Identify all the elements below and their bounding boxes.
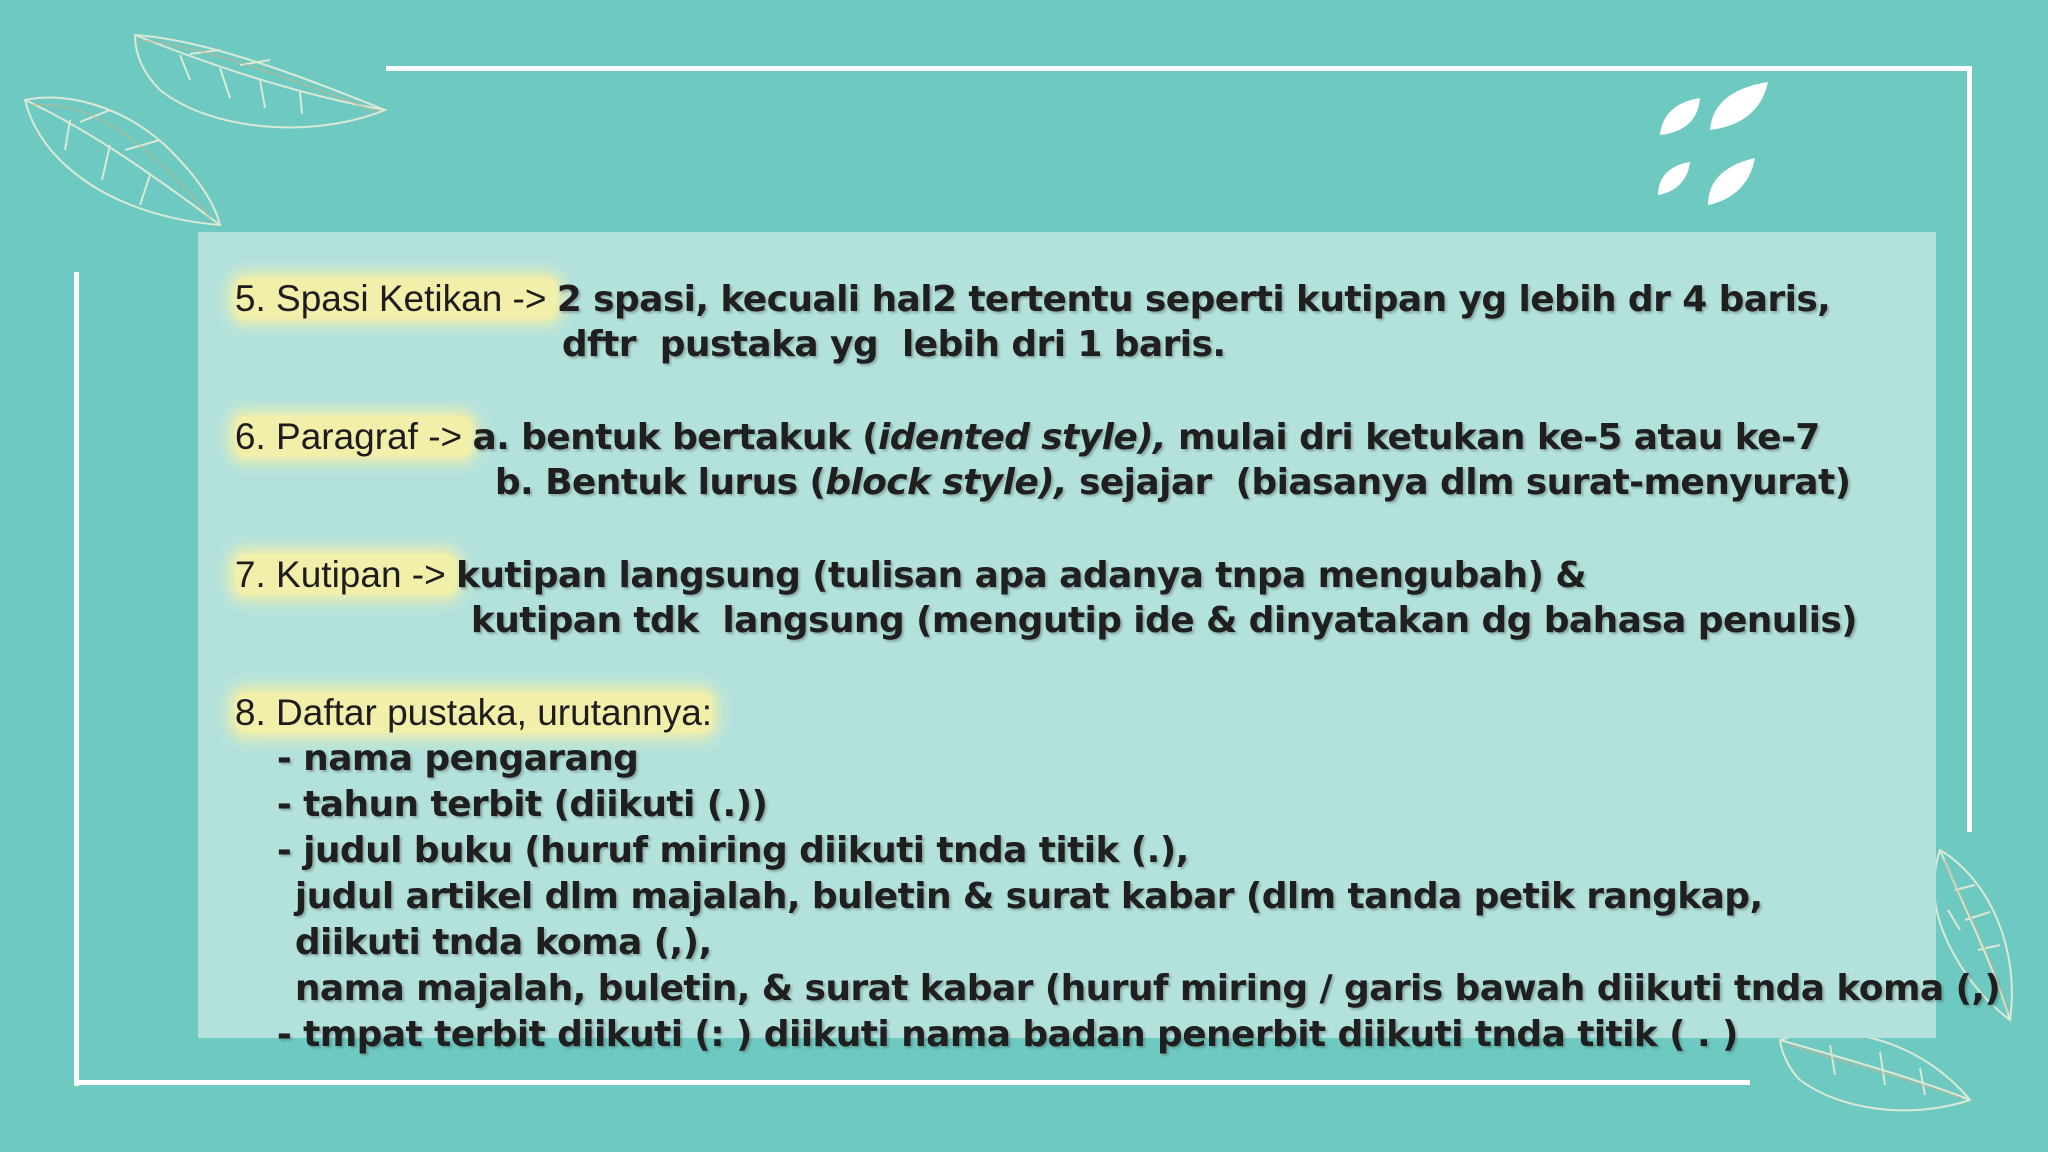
frame-bottom-line: [74, 1080, 1750, 1085]
bullet-text: diikuti tnda koma (,),: [294, 922, 712, 963]
bullet-text: - tahun terbit (diikuti (.)): [276, 784, 768, 825]
item-6b-pre: b. Bentuk lurus (: [494, 462, 826, 503]
item-7-line-2: [448, 552, 1857, 644]
leaf-cluster-icon: [1650, 80, 1780, 210]
item-8-label: 8. Daftar pustaka, urutannya:: [234, 692, 713, 733]
item-5-line-2: [539, 276, 1225, 368]
frame-left-line: [74, 272, 79, 1086]
bullet-text: - judul buku (huruf miring diikuti tnda titik (.),: [276, 830, 1189, 871]
item-7-label: 7. Kutipan ->: [234, 554, 457, 595]
item-6a-pre: a. bentuk bertakuk (: [472, 417, 879, 458]
bullet-text: - tmpat terbit diikuti (: ) diikuti nama badan penerbit diikuti tnda titik ( . ): [276, 1014, 1738, 1055]
item-7-text-cont: kutipan tdk langsung (mengutip ide & dinyatakan dg bahasa penulis): [470, 600, 1857, 641]
item-6-line-b: [472, 414, 1850, 506]
item-6b-italic: block style),: [825, 462, 1068, 503]
item-6a-italic: idented style),: [878, 417, 1167, 458]
leaf-sketch-icon: [10, 10, 410, 240]
item-6-label: 6. Paragraf ->: [234, 416, 473, 457]
bullet-text: - nama pengarang: [276, 738, 639, 779]
item-6a-post: mulai dri ketukan ke-5 atau ke-7: [1166, 417, 1820, 458]
frame-right-line: [1967, 66, 1972, 832]
item-5-label: 5. Spasi Ketikan ->: [234, 278, 557, 319]
list-item: [254, 966, 1738, 1058]
frame-top-line: [386, 66, 1972, 71]
item-6b-post: sejajar (biasanya dlm surat-menyurat): [1067, 462, 1851, 503]
item-5-text-cont: dftr pustaka yg lebih dri 1 baris.: [561, 324, 1226, 365]
bullet-text: nama majalah, buletin, & surat kabar (huruf miring / garis bawah diikuti tnda koma (,): [294, 968, 2001, 1009]
bullet-text: judul artikel dlm majalah, buletin & surat kabar (dlm tanda petik rangkap,: [294, 876, 1763, 917]
item-5-text: 2 spasi, kecuali hal2 tertentu seperti kutipan yg lebih dr 4 baris,: [556, 279, 1831, 320]
item-7-text: kutipan langsung (tulisan apa adanya tnpa mengubah) &: [456, 555, 1587, 596]
